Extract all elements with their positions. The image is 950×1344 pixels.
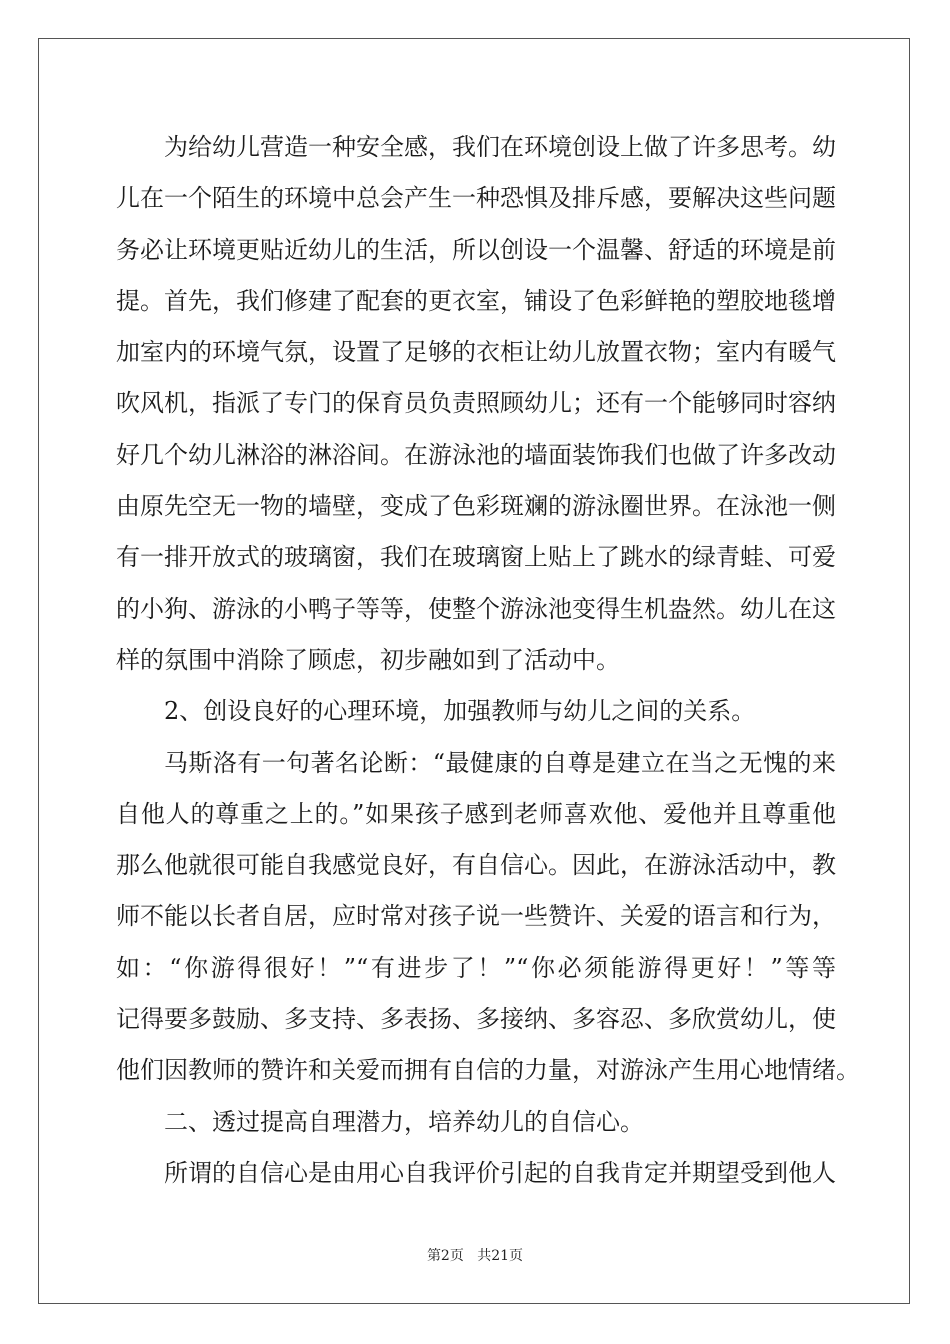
- text-line: 的小狗、游泳的小鸭子等等，使整个游泳池变得生机盎然。幼儿在这: [116, 594, 836, 623]
- text-line: 儿在一个陌生的环境中总会产生一种恐惧及排斥感，要解决这些问题: [116, 184, 836, 213]
- text-line: 有一排开放式的玻璃窗，我们在玻璃窗上贴上了跳水的绿青蛙、可爱: [116, 543, 836, 572]
- page-number: 第2页: [426, 1248, 464, 1264]
- text-line: 好几个幼儿淋浴的淋浴间。在游泳池的墙面装饰我们也做了许多改动: [116, 440, 836, 469]
- text-line: 师不能以长者自居，应时常对孩子说一些赞许、关爱的语言和行为，: [116, 902, 836, 931]
- total-pages: 共21页: [477, 1248, 524, 1264]
- section-heading: 2、创设良好的心理环境，加强教师与幼儿之间的关系。: [164, 697, 756, 726]
- text-line: 自他人的尊重之上的。”如果孩子感到老师喜欢他、爱他并且尊重他: [116, 799, 836, 828]
- section-heading: 二、透过提高自理潜力，培养幼儿的自信心。: [164, 1107, 644, 1136]
- text-line: 所谓的自信心是由用心自我评价引起的自我肯定并期望受到他人: [164, 1158, 836, 1187]
- text-line: 提。首先，我们修建了配套的更衣室，铺设了色彩鲜艳的塑胶地毯增: [116, 286, 836, 315]
- text-line: 马斯洛有一句著名论断：“最健康的自尊是建立在当之无愧的来: [164, 748, 836, 777]
- document-body: [116, 122, 860, 1199]
- page-footer: [0, 1246, 950, 1266]
- text-line: 为给幼儿营造一种安全感，我们在环境创设上做了许多思考。幼: [164, 133, 836, 161]
- text-line: 他们因教师的赞许和关爱而拥有自信的力量，对游泳产生用心地情绪。: [116, 1056, 860, 1085]
- text-line: 如：“你游得很好！”“有进步了！”“你必须能游得更好！”等等: [116, 953, 836, 982]
- text-line: 样的氛围中消除了顾虑，初步融如到了活动中。: [116, 645, 620, 674]
- text-line: 加室内的环境气氛，设置了足够的衣柜让幼儿放置衣物；室内有暖气: [116, 338, 836, 367]
- text-line: 记得要多鼓励、多支持、多表扬、多接纳、多容忍、多欣赏幼儿，使: [116, 1005, 836, 1034]
- text-line: 务必让环境更贴近幼儿的生活，所以创设一个温馨、舒适的环境是前: [116, 235, 836, 264]
- text-line: 那么他就很可能自我感觉良好，有自信心。因此，在游泳活动中，教: [116, 851, 836, 880]
- text-line: 吹风机，指派了专门的保育员负责照顾幼儿；还有一个能够同时容纳: [116, 389, 836, 418]
- text-line: 由原先空无一物的墙壁，变成了色彩斑斓的游泳圈世界。在泳池一侧: [116, 492, 836, 521]
